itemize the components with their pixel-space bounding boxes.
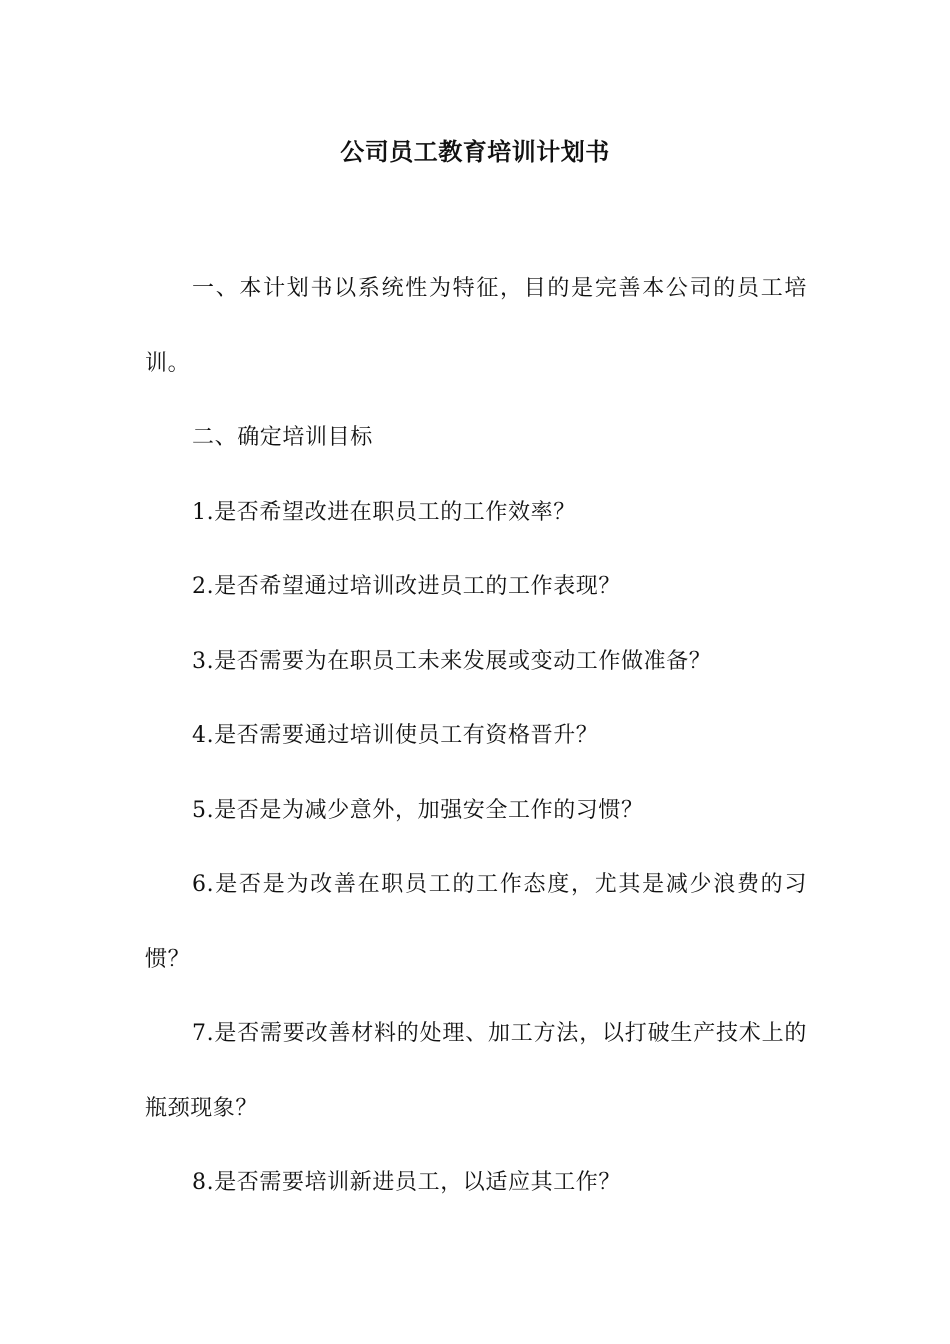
list-item: 7.是否需要改善材料的处理、加工方法，以打破生产技术上的瓶颈现象？ xyxy=(145,1021,807,1121)
list-item: 4.是否需要通过培训使员工有资格晋升？ xyxy=(192,723,599,748)
section-heading-training-goals: 二、确定培训目标 xyxy=(192,425,373,450)
list-item: 1.是否希望改进在职员工的工作效率？ xyxy=(192,499,576,525)
list-item: 3.是否需要为在职员工未来发展或变动工作做准备？ xyxy=(192,648,712,674)
list-item: 8.是否需要培训新进员工，以适应其工作？ xyxy=(192,1170,621,1195)
paragraph-purpose: 一、本计划书以系统性为特征，目的是完善本公司的员工培训。 xyxy=(145,276,807,376)
document-body xyxy=(145,252,807,1221)
document-title: 公司员工教育培训计划书 xyxy=(340,137,610,166)
list-item: 2.是否希望通过培训改进员工的工作表现？ xyxy=(192,574,621,599)
list-item: 6.是否是为改善在职员工的工作态度，尤其是减少浪费的习惯？ xyxy=(145,872,807,972)
list-item: 5.是否是为减少意外，加强安全工作的习惯？ xyxy=(192,797,644,823)
